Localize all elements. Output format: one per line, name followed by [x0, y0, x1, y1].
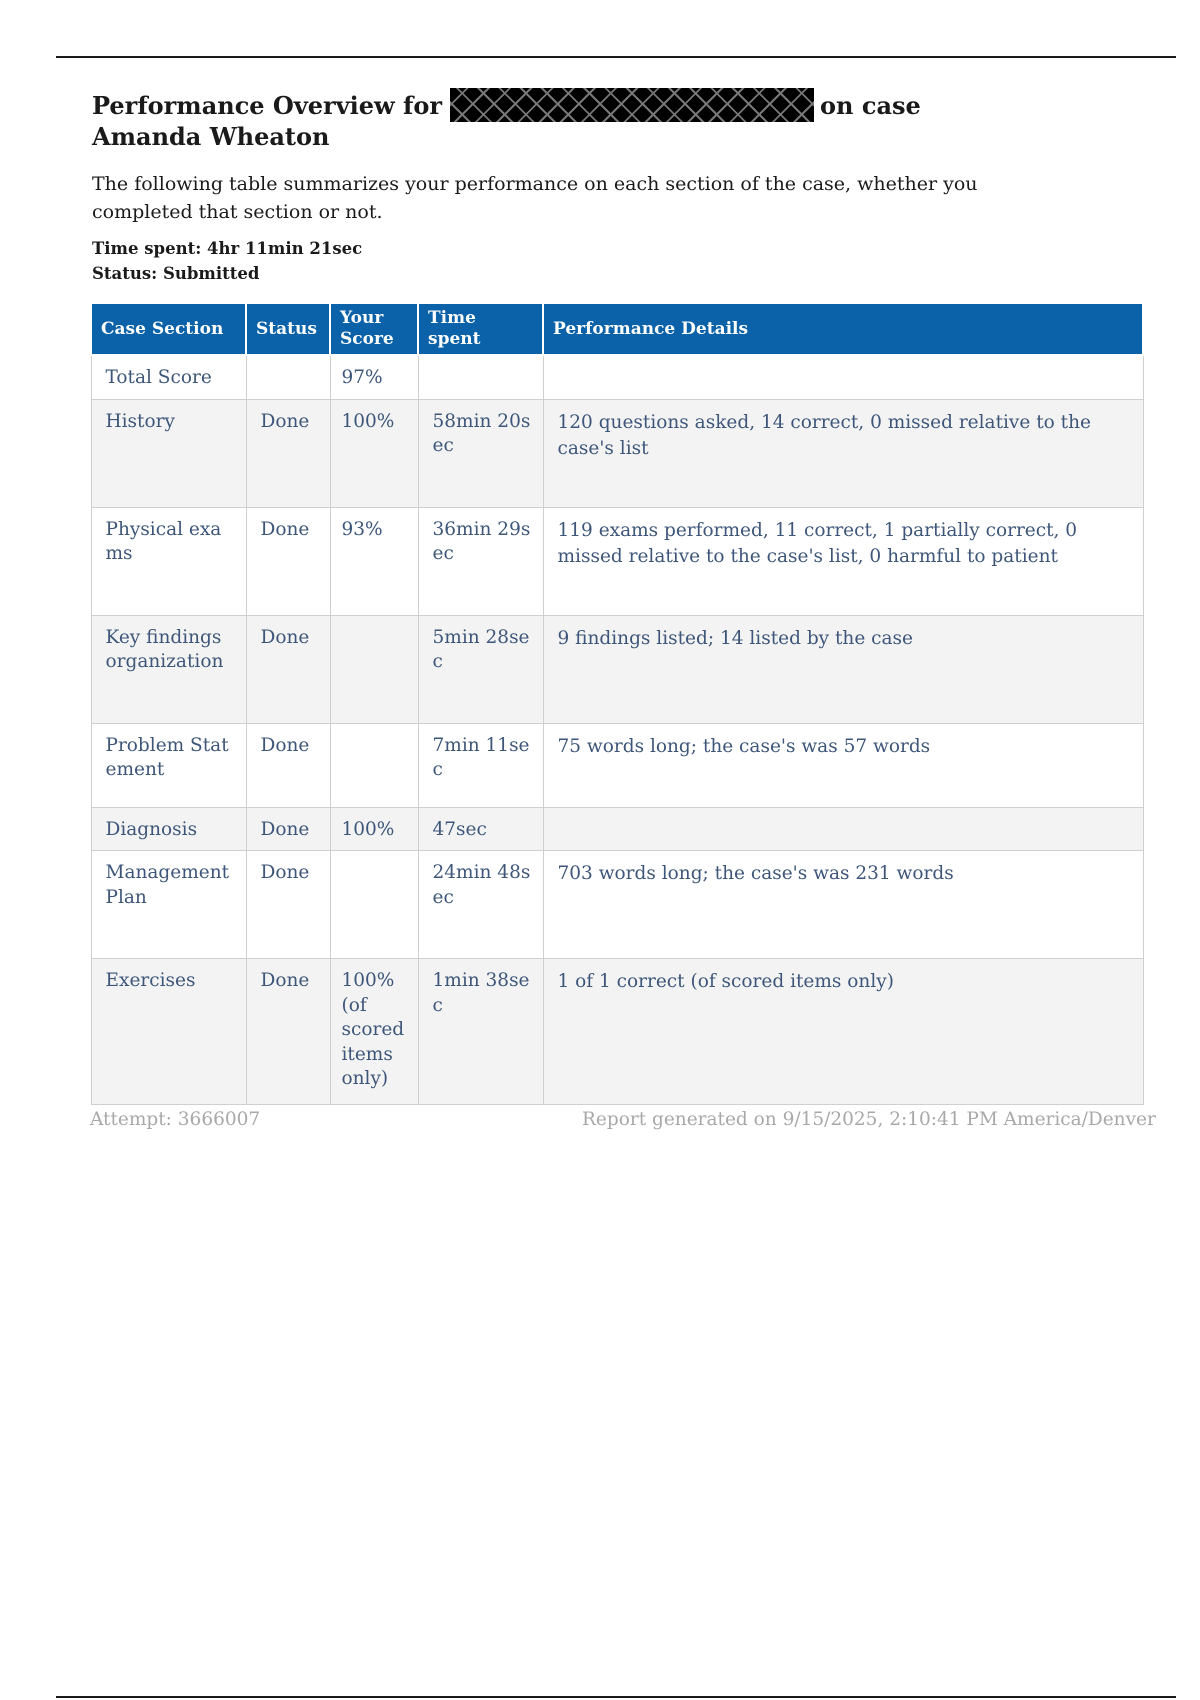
performance-table — [90, 302, 1144, 1105]
intro-text: The following table summarizes your performance on each section of the case, whether you completed that section or not. — [92, 173, 978, 223]
table-row — [91, 723, 1143, 807]
case-name: Amanda Wheaton — [92, 122, 330, 151]
time-cell: 47sec — [418, 807, 543, 851]
title-suffix: on case — [820, 91, 921, 120]
details-cell — [543, 355, 1143, 399]
status-cell: Done — [246, 399, 330, 507]
table-row — [91, 807, 1143, 851]
status-cell: Done — [246, 507, 330, 615]
details-cell: 119 exams performed, 11 correct, 1 partially correct, 0 missed relative to the case's list, 0 harmful to patient — [543, 507, 1143, 615]
score-cell: 93% — [330, 507, 418, 615]
details-cell: 703 words long; the case's was 231 words — [543, 851, 1143, 959]
table-header-row — [91, 303, 1143, 355]
page-title — [92, 88, 972, 152]
section-cell: Key findings organization — [91, 615, 246, 723]
details-cell — [543, 807, 1143, 851]
bottom-rule — [56, 1696, 1176, 1698]
score-cell: 97% — [330, 355, 418, 399]
table-row — [91, 615, 1143, 723]
time-cell: 7min 11sec — [418, 723, 543, 807]
section-cell: Management Plan — [91, 851, 246, 959]
score-cell: 100% — [330, 807, 418, 851]
status-cell: Done — [246, 959, 330, 1105]
time-spent-total: Time spent: 4hr 11min 21sec — [92, 239, 363, 258]
section-cell: Total Score — [91, 355, 246, 399]
col-header-section: Case Section — [91, 303, 246, 355]
section-cell: Problem Statement — [91, 723, 246, 807]
section-cell: Physical exams — [91, 507, 246, 615]
status-cell — [246, 355, 330, 399]
time-cell: 5min 28sec — [418, 615, 543, 723]
section-cell: Exercises — [91, 959, 246, 1105]
section-cell: History — [91, 399, 246, 507]
details-cell: 120 questions asked, 14 correct, 0 missed relative to the case's list — [543, 399, 1143, 507]
status-cell: Done — [246, 723, 330, 807]
report-header — [92, 88, 1142, 286]
details-cell: 9 findings listed; 14 listed by the case — [543, 615, 1143, 723]
table-row — [91, 507, 1143, 615]
report-generated-timestamp: Report generated on 9/15/2025, 2:10:41 PM America/Denver — [582, 1109, 1156, 1130]
col-header-details: Performance Details — [543, 303, 1143, 355]
status-cell: Done — [246, 615, 330, 723]
col-header-status: Status — [246, 303, 330, 355]
details-cell: 75 words long; the case's was 57 words — [543, 723, 1143, 807]
table-row — [91, 355, 1143, 399]
attempt-id: Attempt: 3666007 — [90, 1109, 261, 1130]
time-cell — [418, 355, 543, 399]
score-cell — [330, 851, 418, 959]
score-cell: 100% — [330, 399, 418, 507]
col-header-score: Your Score — [330, 303, 418, 355]
table-row — [91, 959, 1143, 1105]
details-cell: 1 of 1 correct (of scored items only) — [543, 959, 1143, 1105]
redacted-name-block — [450, 88, 814, 122]
time-cell: 58min 20sec — [418, 399, 543, 507]
col-header-time: Time spent — [418, 303, 543, 355]
top-rule — [56, 56, 1176, 58]
table-row — [91, 399, 1143, 507]
time-cell: 36min 29sec — [418, 507, 543, 615]
section-cell: Diagnosis — [91, 807, 246, 851]
score-cell: 100% (of scored items only) — [330, 959, 418, 1105]
score-cell — [330, 615, 418, 723]
time-cell: 1min 38sec — [418, 959, 543, 1105]
score-cell — [330, 723, 418, 807]
report-meta — [92, 236, 1142, 286]
table-row — [91, 851, 1143, 959]
time-cell: 24min 48sec — [418, 851, 543, 959]
submission-status: Status: Submitted — [92, 264, 260, 283]
status-cell: Done — [246, 851, 330, 959]
title-prefix: Performance Overview for — [92, 91, 443, 120]
status-cell: Done — [246, 807, 330, 851]
